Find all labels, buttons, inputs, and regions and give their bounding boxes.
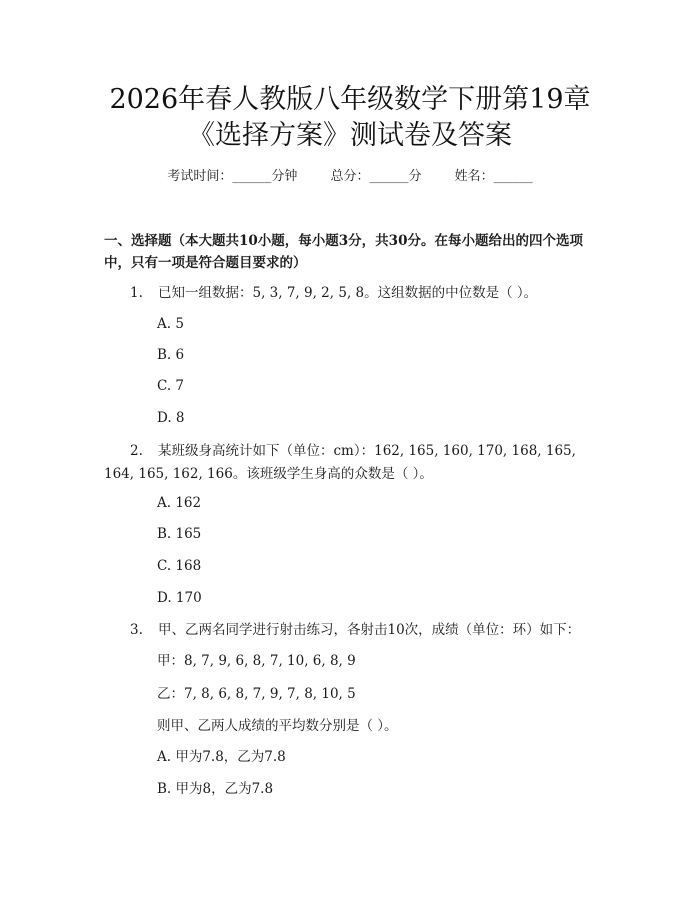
option-3a: A. 甲为7.8，乙为7.8 bbox=[157, 749, 286, 765]
document-title-line1: 2026年春人教版八年级数学下册第19章 bbox=[109, 84, 591, 115]
question-number: 3. bbox=[130, 622, 143, 638]
data-yi: 乙：7, 8, 6, 8, 7, 9, 7, 8, 10, 5 bbox=[157, 686, 356, 702]
question-3 bbox=[130, 619, 580, 641]
question-3-prompt: 则甲、乙两人成绩的平均数分别是（ ）。 bbox=[157, 718, 398, 734]
option-2d: D. 170 bbox=[157, 590, 202, 606]
option-1a: A. 5 bbox=[157, 316, 184, 332]
question-text: 已知一组数据：5, 3, 7, 9, 2, 5, 8。这组数据的中位数是（ ）。 bbox=[158, 285, 538, 301]
question-1 bbox=[130, 282, 537, 304]
question-number: 2. bbox=[130, 443, 143, 459]
question-2 bbox=[130, 440, 576, 462]
option-2a: A. 162 bbox=[157, 495, 202, 511]
time-blank: ______ bbox=[232, 169, 272, 184]
name-label: 姓名： bbox=[454, 169, 494, 184]
name-blank: ______ bbox=[493, 169, 533, 184]
question-number: 1. bbox=[130, 285, 143, 301]
score-blank: ______ bbox=[369, 169, 409, 184]
exam-meta bbox=[0, 167, 700, 187]
option-2c: C. 168 bbox=[157, 558, 202, 574]
score-unit: 分 bbox=[408, 169, 422, 184]
time-label: 考试时间： bbox=[167, 169, 233, 184]
section-heading: 一、选择题（本大题共10小题，每小题3分，共30分。在每小题给出的四个选项中，只有一项是符合题目要求的） bbox=[104, 233, 583, 271]
question-2-continued: 164, 165, 162, 166。该班级学生身高的众数是（ ）。 bbox=[104, 466, 433, 482]
option-3b: B. 甲为8，乙为7.8 bbox=[157, 781, 274, 797]
question-text: 某班级身高统计如下（单位：cm）：162, 165, 160, 170, 168, 165, bbox=[158, 443, 576, 459]
data-jia: 甲：8, 7, 9, 6, 8, 7, 10, 6, 8, 9 bbox=[157, 653, 356, 669]
option-1d: D. 8 bbox=[157, 410, 185, 426]
option-1c: C. 7 bbox=[157, 378, 185, 394]
score-label: 总分： bbox=[330, 169, 370, 184]
time-unit: 分钟 bbox=[271, 169, 298, 184]
question-text: 甲、乙两名同学进行射击练习，各射击10次，成绩（单位：环）如下： bbox=[158, 622, 581, 638]
option-2b: B. 165 bbox=[157, 526, 202, 542]
option-1b: B. 6 bbox=[157, 347, 185, 363]
document-title-line2: 《选择方案》测试卷及答案 bbox=[188, 120, 512, 151]
